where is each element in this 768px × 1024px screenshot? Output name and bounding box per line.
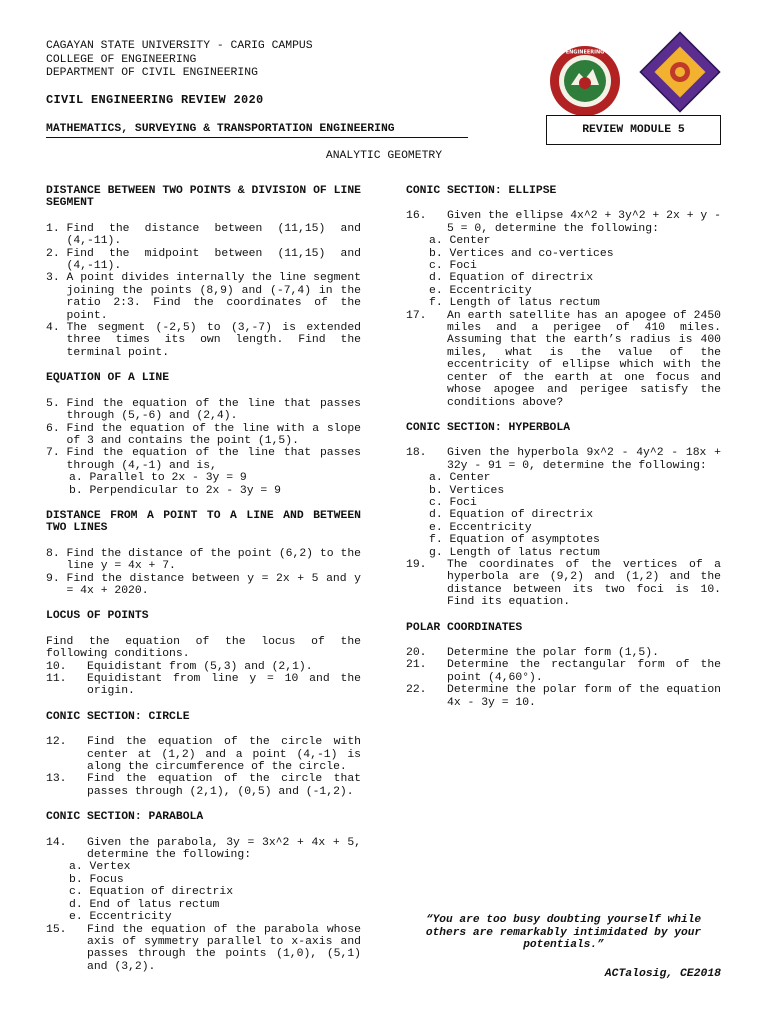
problem-item bbox=[406, 559, 721, 609]
problem-text: Equidistant from line y = 10 and the origin. bbox=[87, 673, 361, 698]
sub-item: c. Foci bbox=[429, 260, 477, 273]
problem-item bbox=[406, 684, 721, 709]
problem-number: 18. bbox=[406, 447, 448, 460]
problem-item bbox=[46, 837, 361, 862]
section-heading: POLAR COORDINATES bbox=[406, 621, 523, 634]
sub-item: b. Focus bbox=[69, 873, 124, 886]
problem-number: 4. bbox=[46, 322, 67, 335]
problem-text: Determine the polar form of the equation 4x - 3y = 10. bbox=[447, 684, 721, 709]
problem-item bbox=[46, 272, 361, 322]
section-heading: DISTANCE FROM A POINT TO A LINE AND BETWEEN TWO LINES bbox=[46, 509, 361, 535]
sub-item: a. Parallel to 2x - 3y = 9 bbox=[69, 472, 247, 485]
subject-heading: MATHEMATICS, SURVEYING & TRANSPORTATION ENGINEERING bbox=[46, 123, 395, 135]
problem-number: 12. bbox=[46, 736, 88, 749]
problem-item bbox=[406, 310, 721, 409]
sub-item: b. Vertices bbox=[429, 484, 505, 497]
problem-text: Determine the rectangular form of the point (4,60°). bbox=[447, 659, 721, 684]
left-column bbox=[46, 185, 361, 986]
sub-item: b. Perpendicular to 2x - 3y = 9 bbox=[69, 484, 281, 497]
problem-item bbox=[46, 447, 361, 472]
problem-text: Equidistant from (5,3) and (2,1). bbox=[87, 660, 313, 673]
sub-item: c. Foci bbox=[429, 496, 477, 509]
svg-text:ENGINEERING: ENGINEERING bbox=[565, 49, 605, 56]
department-name: DEPARTMENT OF CIVIL ENGINEERING bbox=[46, 67, 258, 80]
problem-text: Find the distance between (11,15) and (4,-11). bbox=[66, 222, 361, 248]
motivational-quote: “You are too busy doubting yourself while others are remarkably intimidated by your potentials.” bbox=[425, 914, 702, 952]
problem-text: Given the hyperbola 9x^2 - 4y^2 - 18x + 32y - 91 = 0, determine the following: bbox=[447, 447, 721, 472]
problem-section bbox=[46, 711, 361, 798]
section-heading: LOCUS OF POINTS bbox=[46, 610, 149, 623]
section-heading: CONIC SECTION: HYPERBOLA bbox=[406, 421, 571, 434]
section-heading: DISTANCE BETWEEN TWO POINTS & DIVISION OF LINE SEGMENT bbox=[46, 185, 361, 210]
section-intro: Find the equation of the locus of the following conditions. bbox=[46, 635, 361, 661]
problem-number: 14. bbox=[46, 836, 88, 849]
problem-text: Find the distance of the point (6,2) to the line y = 4x + 7. bbox=[66, 547, 361, 573]
problem-text: Find the equation of the line with a slope of 3 and contains the point (1,5). bbox=[66, 422, 361, 447]
sub-item: b. Vertices and co-vertices bbox=[429, 247, 614, 260]
problem-section bbox=[406, 422, 721, 609]
problem-text: Find the equation of the line that passes through (4,-1) and is, bbox=[66, 447, 361, 472]
problem-number: 6. bbox=[46, 422, 67, 435]
topic-title: ANALYTIC GEOMETRY bbox=[325, 150, 443, 162]
problem-item bbox=[46, 924, 361, 974]
problem-text: Determine the polar form (1,5). bbox=[447, 647, 659, 659]
problem-text: An earth satellite has an apogee of 2450 miles and a perigee of 410 miles. Assuming that the earth’s radius is 400 miles, what is the value of the eccentricity of ellipse which with the center of the earth at one focus and whose apogee and perigee satisfy the conditions above? bbox=[447, 309, 721, 409]
problem-item bbox=[406, 447, 721, 472]
problem-item bbox=[46, 248, 361, 273]
review-title: CIVIL ENGINEERING REVIEW 2020 bbox=[46, 93, 264, 107]
sub-item: a. Center bbox=[429, 472, 491, 485]
problem-section bbox=[406, 622, 721, 709]
subject-underline bbox=[46, 137, 468, 138]
sub-item: a. Center bbox=[429, 235, 491, 248]
problem-text: The coordinates of the vertices of a hyperbola are (9,2) and (1,2) and the distance between its two foci is 10. Find its equation. bbox=[447, 558, 721, 609]
review-module-box bbox=[546, 115, 721, 145]
sub-item: g. Length of latus rectum bbox=[429, 546, 600, 559]
problem-number: 17. bbox=[406, 309, 448, 322]
problem-text: Given the ellipse 4x^2 + 3y^2 + 2x + y - 5 = 0, determine the following: bbox=[447, 210, 721, 235]
problem-number: 13. bbox=[46, 773, 88, 786]
problem-number: 2. bbox=[46, 247, 67, 260]
problem-number: 9. bbox=[46, 572, 67, 585]
problem-text: A point divides internally the line segment joining the points (8,9) and (-7,4) in the ratio 2:3. Find the coordinates of the point. bbox=[66, 272, 361, 322]
problem-number: 20. bbox=[406, 647, 448, 659]
problem-item bbox=[406, 659, 721, 684]
problem-section bbox=[406, 185, 721, 409]
problem-text: Find the equation of the parabola whose axis of symmetry parallel to x-axis and passes through the points (1,0), (5,1) and (3,2). bbox=[87, 923, 361, 973]
problem-text: Find the equation of the circle that passes through (2,1), (0,5) and (-1,2). bbox=[87, 773, 361, 798]
problem-section bbox=[46, 610, 361, 697]
section-heading: EQUATION OF A LINE bbox=[46, 372, 170, 385]
problem-item bbox=[46, 548, 361, 573]
problem-number: 21. bbox=[406, 659, 448, 672]
problem-text: Find the equation of the circle with center at (1,2) and a point (4,-1) is along the circumference of the circle. bbox=[87, 736, 361, 774]
sub-item: f. Length of latus rectum bbox=[429, 297, 600, 310]
problem-item bbox=[46, 573, 361, 598]
problem-text: Find the midpoint between (11,15) and (4,-11). bbox=[66, 247, 361, 273]
problem-number: 8. bbox=[46, 547, 67, 560]
problem-item bbox=[46, 773, 361, 798]
sub-item: d. Equation of directrix bbox=[429, 272, 594, 285]
sub-item: a. Vertex bbox=[69, 861, 131, 874]
problem-number: 3. bbox=[46, 272, 67, 285]
pice-seal-icon bbox=[636, 28, 724, 116]
problem-text: Find the equation of the line that passes through (5,-6) and (2,4). bbox=[66, 397, 361, 423]
college-of-engineering-seal-icon bbox=[549, 45, 621, 117]
sub-item: f. Equation of asymptotes bbox=[429, 534, 600, 547]
problem-number: 7. bbox=[46, 447, 67, 460]
problem-number: 16. bbox=[406, 210, 448, 223]
author-signature: ACTalosig, CE2018 bbox=[604, 968, 721, 980]
problem-item bbox=[46, 673, 361, 698]
problem-section bbox=[46, 510, 361, 597]
problem-item bbox=[406, 647, 721, 659]
problem-section bbox=[46, 811, 361, 973]
problem-item bbox=[46, 322, 361, 359]
sub-item: e. Eccentricity bbox=[429, 521, 532, 534]
problem-item bbox=[46, 736, 361, 773]
problem-text: Find the distance between y = 2x + 5 and y = 4x + 2020. bbox=[66, 572, 361, 597]
institution-header bbox=[46, 40, 313, 81]
right-column bbox=[406, 185, 721, 722]
sub-item: c. Equation of directrix bbox=[69, 886, 234, 899]
problem-number: 11. bbox=[46, 673, 88, 685]
section-heading: CONIC SECTION: CIRCLE bbox=[46, 710, 190, 723]
college-name: COLLEGE OF ENGINEERING bbox=[46, 53, 197, 66]
problem-section bbox=[46, 372, 361, 497]
problem-item bbox=[46, 223, 361, 248]
problem-number: 10. bbox=[46, 660, 88, 673]
section-heading: CONIC SECTION: ELLIPSE bbox=[406, 185, 557, 197]
problem-number: 19. bbox=[406, 558, 448, 571]
university-name: CAGAYAN STATE UNIVERSITY - CARIG CAMPUS bbox=[46, 40, 313, 52]
section-heading: CONIC SECTION: PARABOLA bbox=[46, 811, 204, 824]
problem-item bbox=[406, 210, 721, 235]
sub-item: d. End of latus rectum bbox=[69, 898, 220, 911]
problem-section bbox=[46, 185, 361, 359]
problem-item bbox=[46, 661, 361, 673]
problem-text: Given the parabola, 3y = 3x^2 + 4x + 5, determine the following: bbox=[87, 836, 361, 862]
problem-item bbox=[46, 423, 361, 448]
problem-number: 5. bbox=[46, 397, 67, 410]
sub-item: d. Equation of directrix bbox=[429, 509, 594, 522]
review-module-label: REVIEW MODULE 5 bbox=[582, 123, 685, 136]
problem-number: 1. bbox=[46, 222, 67, 235]
problem-number: 22. bbox=[406, 684, 448, 697]
problem-number: 15. bbox=[46, 923, 88, 936]
sub-item: e. Eccentricity bbox=[429, 284, 532, 297]
problem-text: The segment (-2,5) to (3,-7) is extended three times its own length. Find the terminal point. bbox=[66, 322, 361, 359]
sub-item: e. Eccentricity bbox=[69, 911, 172, 924]
problem-item bbox=[46, 398, 361, 423]
